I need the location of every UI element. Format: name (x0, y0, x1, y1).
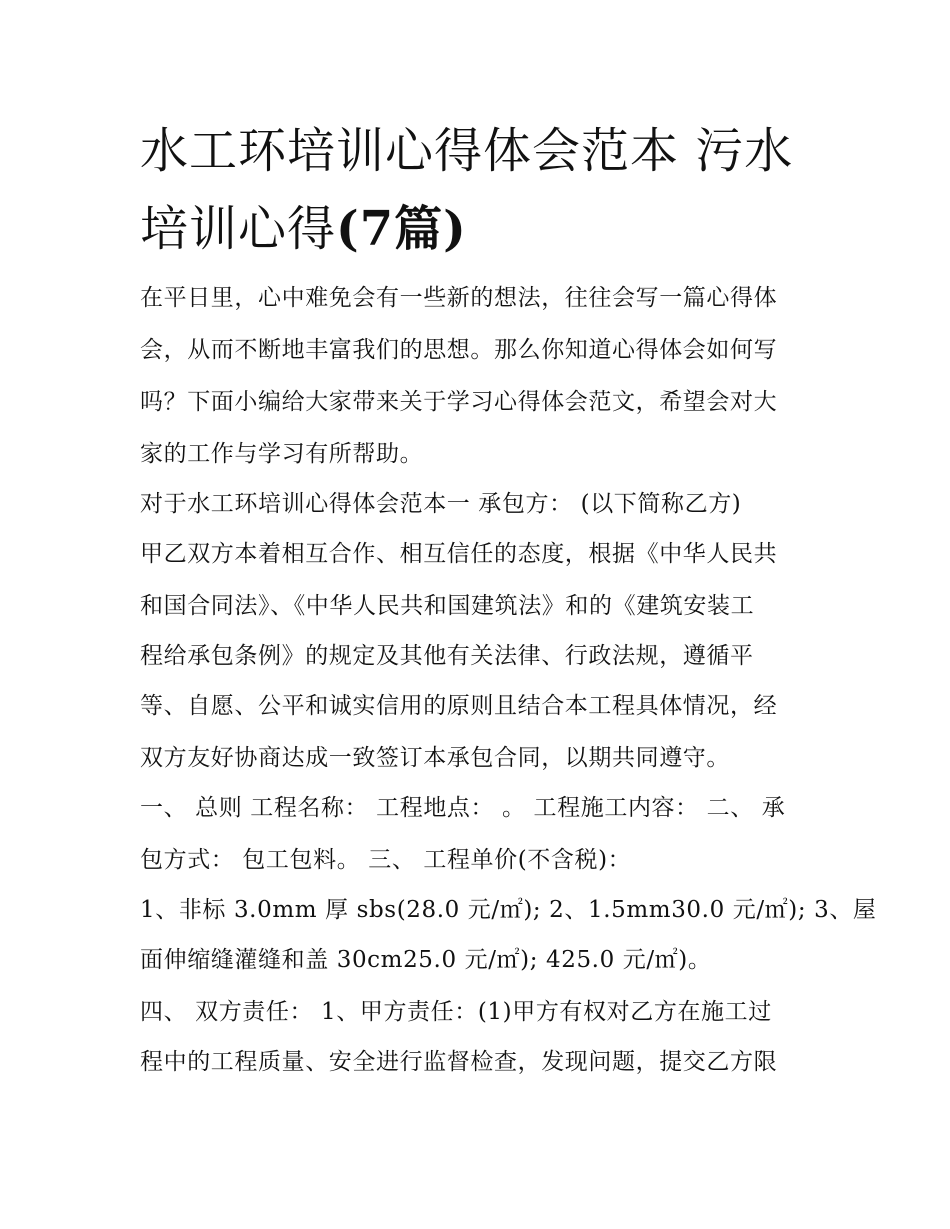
paragraph-line: 会，从而不断地丰富我们的思想。那么你知道心得体会如何写 (140, 337, 778, 363)
paragraph-line: 一、 总则 工程名称： 工程地点： 。 工程施工内容： 二、 承 (140, 795, 786, 821)
title-suffix: (7篇) (336, 201, 467, 257)
paragraph-line: 面伸缩缝灌缝和盖 30cm25.0 元/㎡); 425.0 元/㎡)。 (140, 947, 712, 973)
paragraph-line: 在平日里，心中难免会有一些新的想法，往往会写一篇心得体 (140, 285, 778, 311)
paragraph-line: 1、非标 3.0mm 厚 sbs(28.0 元/㎡); 2、1.5mm30.0 元/㎡); 3、屋 (140, 897, 877, 923)
paragraph-line: 甲乙双方本着相互合作、相互信任的态度，根据《中华人民共 (140, 541, 778, 567)
paragraph-line: 双方友好协商达成一致签订本承包合同，以期共同遵守。 (140, 745, 730, 771)
paragraph-line: 对于水工环培训心得体会范本一 承包方： (以下简称乙方) (140, 491, 742, 517)
paragraph-line: 程中的工程质量、安全进行监督检查，发现问题，提交乙方限 (140, 1049, 778, 1075)
paragraph-line: 等、自愿、公平和诚实信用的原则且结合本工程具体情况，经 (140, 693, 778, 719)
document-title (140, 112, 820, 268)
paragraph-line: 四、 双方责任： 1、甲方责任：(1)甲方有权对乙方在施工过 (140, 999, 772, 1025)
paragraph-line: 和国合同法》、《中华人民共和国建筑法》和的《建筑安装工 (140, 593, 755, 619)
paragraph-line: 程给承包条例》的规定及其他有关法律、行政法规，遵循平 (140, 643, 754, 669)
title-main: 水工环培训心得体会范本 污水培训心得 (140, 123, 794, 257)
paragraph-line: 包方式： 包工包料。 三、 工程单价(不含税)： (140, 847, 632, 873)
paragraph-line: 吗？下面小编给大家带来关于学习心得体会范文，希望会对大 (140, 389, 778, 415)
paragraph-line: 家的工作与学习有所帮助。 (140, 441, 424, 467)
